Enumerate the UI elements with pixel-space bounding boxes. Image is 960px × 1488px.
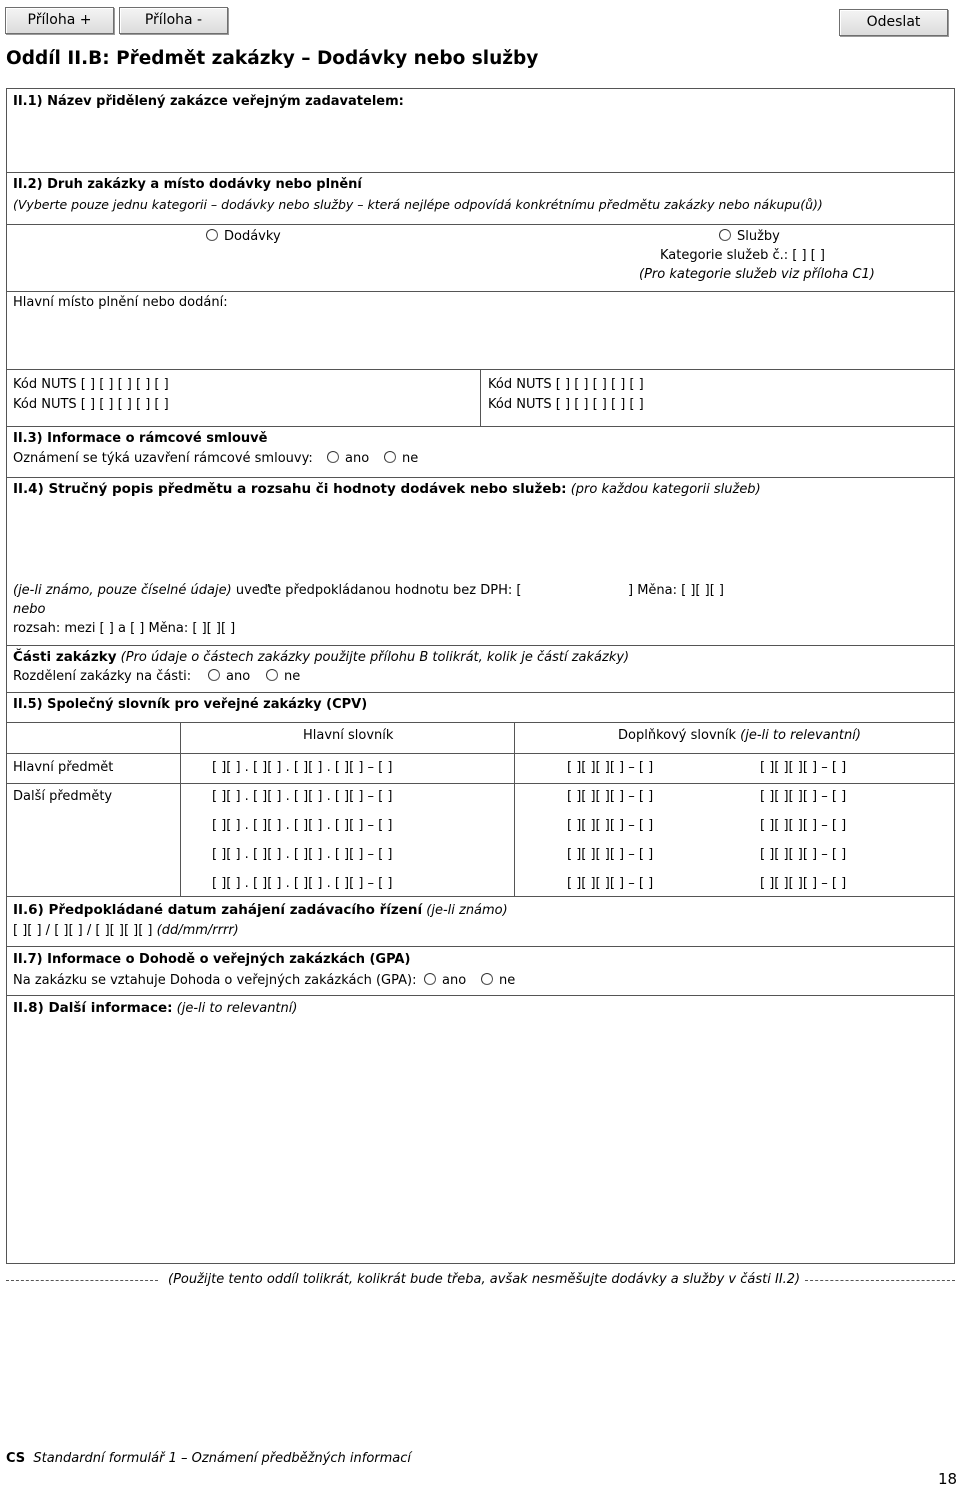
cpv-supp-code[interactable]: [ ][ ][ ][ ] – [ ] (567, 847, 654, 862)
framework-no-label: ne (402, 451, 419, 466)
divider (6, 783, 955, 784)
range-row[interactable]: rozsah: mezi [ ] a [ ] Měna: [ ][ ][ ] (13, 621, 236, 636)
nuts-code-1[interactable]: Kód NUTS [ ] [ ] [ ] [ ] [ ] (13, 377, 169, 392)
nuts-code-4[interactable]: Kód NUTS [ ] [ ] [ ] [ ] [ ] (488, 397, 644, 412)
framework-question: Oznámení se týká uzavření rámcové smlouvy: (13, 451, 313, 466)
footer-form: Standardní formulář 1 – Oznámení předběžných informací (33, 1451, 412, 1466)
frame-right (954, 88, 955, 1264)
goods-label: Dodávky (224, 229, 281, 244)
cpv-supp-code[interactable]: [ ][ ][ ][ ] – [ ] (760, 847, 847, 862)
send-button[interactable]: Odeslat (839, 9, 948, 36)
cpv-col-divider-2 (514, 722, 515, 896)
page-number: 18 (938, 1470, 958, 1488)
cpv-supp-code[interactable]: [ ][ ][ ][ ] – [ ] (567, 760, 654, 775)
cpv-supp-code[interactable]: [ ][ ][ ][ ] – [ ] (567, 876, 654, 891)
or-label: nebo (13, 602, 46, 617)
framework-yes-radio[interactable] (327, 451, 339, 463)
section-2-heading: II.2) Druh zakázky a místo dodávky nebo plnění (13, 177, 362, 192)
frame-bottom (6, 1263, 955, 1264)
cpv-col-supp-note: (je-li to relevantní) (740, 728, 861, 743)
gpa-no-label: ne (499, 973, 516, 988)
divider (6, 291, 955, 292)
section-6-heading-note: (je-li známo) (426, 903, 508, 918)
goods-radio[interactable] (206, 229, 218, 241)
framework-no-radio[interactable] (384, 451, 396, 463)
services-label: Služby (737, 229, 780, 244)
services-option[interactable] (719, 229, 780, 244)
goods-option[interactable] (206, 229, 281, 244)
divider (6, 896, 955, 897)
section-4-heading: II.4) Stručný popis předmětu a rozsahu či hodnoty dodávek nebo služeb: (13, 481, 567, 497)
footer-rule-left (6, 1280, 158, 1281)
nuts-divider (480, 369, 481, 426)
cpv-supp-code[interactable]: [ ][ ][ ][ ] – [ ] (567, 789, 654, 804)
gpa-no-radio[interactable] (481, 973, 493, 985)
cpv-main-code[interactable]: [ ][ ] . [ ][ ] . [ ][ ] . [ ][ ] – [ ] (212, 847, 393, 862)
section-5-heading: II.5) Společný slovník pro veřejné zakázky (CPV) (13, 697, 368, 712)
value-row[interactable] (13, 583, 521, 598)
page-footer (6, 1451, 411, 1466)
lots-no-option[interactable] (266, 669, 300, 684)
value-currency[interactable]: ] Měna: [ ][ ][ ] (628, 583, 724, 598)
divider (6, 692, 955, 693)
framework-no-option[interactable] (384, 451, 418, 466)
divider (6, 753, 955, 754)
frame-top (6, 88, 955, 89)
place-label: Hlavní místo plnění nebo dodání: (13, 295, 228, 310)
nuts-code-3[interactable]: Kód NUTS [ ] [ ] [ ] [ ] [ ] (488, 377, 644, 392)
nuts-code-2[interactable]: Kód NUTS [ ] [ ] [ ] [ ] [ ] (13, 397, 169, 412)
cpv-main-code[interactable]: [ ][ ] . [ ][ ] . [ ][ ] . [ ][ ] – [ ] (212, 760, 393, 775)
services-radio[interactable] (719, 229, 731, 241)
footer-lang: CS (6, 1451, 26, 1466)
section-3-heading: II.3) Informace o rámcové smlouvě (13, 431, 268, 446)
section-8-heading: II.8) Další informace: (13, 1000, 173, 1016)
framework-yes-label: ano (345, 451, 370, 466)
page-title: Oddíl II.B: Předmět zakázky – Dodávky nebo služby (6, 48, 539, 69)
lots-row (13, 649, 629, 665)
lots-no-radio[interactable] (266, 669, 278, 681)
section-6-heading-row (13, 902, 508, 918)
cpv-col-supp-header (618, 728, 861, 743)
divider (6, 426, 955, 427)
service-category-note: (Pro kategorie služeb viz příloha C1) (639, 267, 875, 282)
lots-no-label: ne (284, 669, 301, 684)
service-category: Kategorie služeb č.: [ ] [ ] (660, 248, 825, 263)
add-attachment-button[interactable]: Příloha + (5, 7, 114, 34)
lots-yes-option[interactable] (208, 669, 250, 684)
cpv-supp-code[interactable]: [ ][ ][ ][ ] – [ ] (760, 789, 847, 804)
divider (6, 172, 955, 173)
lots-yes-radio[interactable] (208, 669, 220, 681)
section-2-note: (Vyberte pouze jednu kategorii – dodávky nebo služby – která nejlépe odpovídá konkrétnímu předmětu zakázky nebo nákupu(ů)) (13, 197, 823, 212)
lots-note: (Pro údaje o částech zakázky použijte přílohu B tolikrát, kolik je částí zakázky) (120, 650, 630, 665)
cpv-supp-code[interactable]: [ ][ ][ ][ ] – [ ] (760, 876, 847, 891)
framework-yes-option[interactable] (327, 451, 369, 466)
section-8-heading-note: (je-li to relevantní) (176, 1001, 298, 1016)
cpv-col-main: Hlavní slovník (303, 728, 394, 743)
start-date-field[interactable]: [ ][ ] / [ ][ ] / [ ][ ][ ][ ] (13, 923, 153, 938)
section-4-heading-note: (pro každou kategorii služeb) (570, 482, 761, 497)
divider (6, 645, 955, 646)
gpa-yes-radio[interactable] (424, 973, 436, 985)
cpv-col-divider-1 (180, 722, 181, 896)
divider (6, 477, 955, 478)
gpa-yes-label: ano (442, 973, 467, 988)
cpv-main-code[interactable]: [ ][ ] . [ ][ ] . [ ][ ] . [ ][ ] – [ ] (212, 818, 393, 833)
section-6-heading: II.6) Předpokládané datum zahájení zadávacího řízení (13, 902, 423, 918)
cpv-main-code[interactable]: [ ][ ] . [ ][ ] . [ ][ ] . [ ][ ] – [ ] (212, 876, 393, 891)
gpa-yes-option[interactable] (424, 973, 466, 988)
date-format-note: (dd/mm/rrrr) (156, 923, 239, 938)
footer-note: (Použijte tento oddíl tolikrát, kolikrát bude třeba, avšak nesměšujte dodávky a služby v části II.2) (168, 1272, 801, 1287)
lots-yes-label: ano (226, 669, 251, 684)
value-text: uveďte předpokládanou hodnotu bez DPH: [ (235, 583, 522, 598)
cpv-main-code[interactable]: [ ][ ] . [ ][ ] . [ ][ ] . [ ][ ] – [ ] (212, 789, 393, 804)
section-7-heading: II.7) Informace o Dohodě o veřejných zakázkách (GPA) (13, 952, 411, 967)
lots-heading: Části zakázky (13, 649, 117, 665)
cpv-supp-code[interactable]: [ ][ ][ ][ ] – [ ] (567, 818, 654, 833)
cpv-col-supp: Doplňkový slovník (618, 728, 737, 743)
section-1-heading: II.1) Název přidělený zakázce veřejným zadavatelem: (13, 94, 404, 109)
remove-attachment-button[interactable]: Příloha - (119, 7, 228, 34)
divider (6, 946, 955, 947)
start-date-row[interactable] (13, 923, 239, 938)
gpa-question: Na zakázku se vztahuje Dohoda o veřejných zakázkách (GPA): (13, 973, 417, 988)
section-4-heading-row (13, 481, 761, 497)
cpv-supp-code[interactable]: [ ][ ][ ][ ] – [ ] (760, 818, 847, 833)
value-note: (je-li známo, pouze číselné údaje) (13, 583, 232, 598)
cpv-row-other: Další předměty (13, 789, 113, 804)
lots-question: Rozdělení zakázky na části: (13, 669, 192, 684)
cpv-row-main: Hlavní předmět (13, 760, 114, 775)
gpa-no-option[interactable] (481, 973, 515, 988)
divider (6, 722, 955, 723)
footer-rule-right (805, 1280, 955, 1281)
frame-left (6, 88, 7, 1264)
divider (6, 224, 955, 225)
divider (6, 995, 955, 996)
cpv-supp-code[interactable]: [ ][ ][ ][ ] – [ ] (760, 760, 847, 775)
section-8-heading-row (13, 1000, 297, 1016)
